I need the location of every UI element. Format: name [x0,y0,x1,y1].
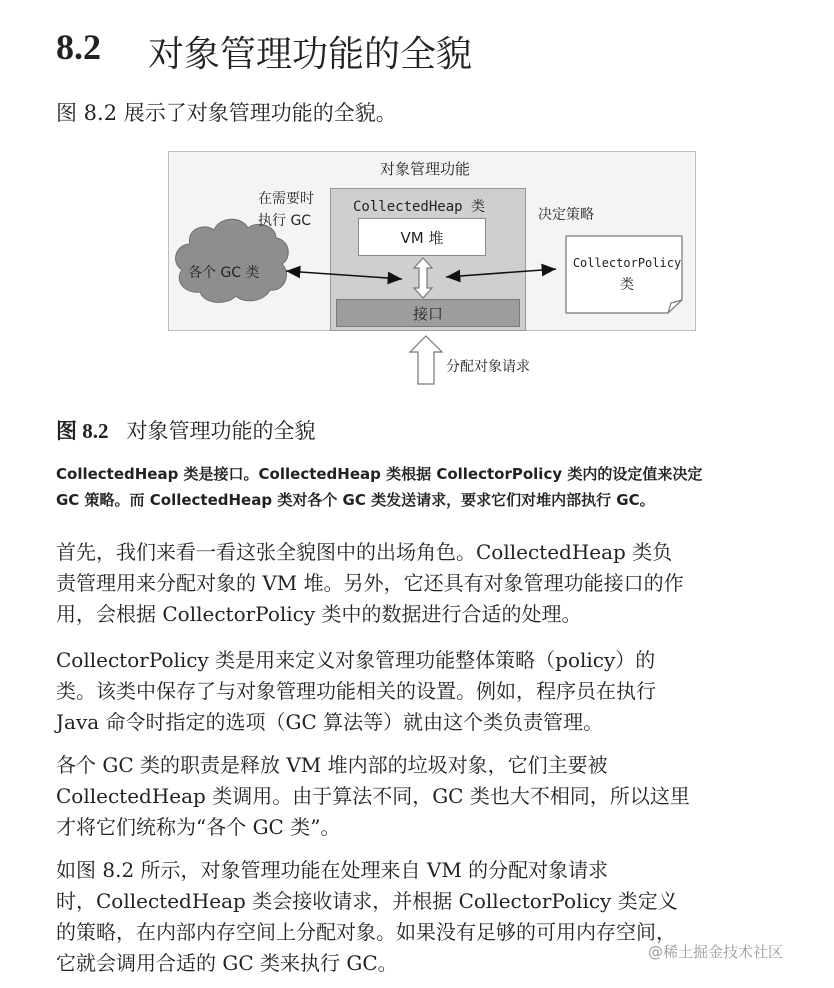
strategy-label: 决定策略 [538,207,594,223]
paragraph-line: 用，会根据 CollectorPolicy 类中的数据进行合适的处理。 [56,602,582,626]
gc-cloud-label: 各个 GC 类 [188,265,260,281]
vm-heap-box: VM 堆 [358,218,486,256]
arrow-vm-interface [414,258,432,298]
paragraph [56,750,816,843]
note-line: CollectedHeap 类是接口。CollectedHeap 类根据 CollectorPolicy 类内的设定值来决定 [56,465,703,483]
paragraph-line: 的策略，在内部内存空间上分配对象。如果没有足够的可用内存空间， [56,920,676,944]
paragraph [56,645,816,738]
caption-text: 对象管理功能的全貌 [126,419,316,443]
section-title: 对象管理功能的全貌 [148,34,473,75]
paragraph-line: CollectorPolicy 类是用来定义对象管理功能整体策略（policy）的 [56,648,656,672]
caption-number: 图 8.2 [56,419,109,443]
alloc-request-label: 分配对象请求 [446,359,530,375]
paragraph-line: 如图 8.2 所示，对象管理功能在处理来自 VM 的分配对象请求 [56,858,609,882]
arrow-cloud-interface [286,271,402,279]
paragraph-line: Java 命令时指定的选项（GC 算法等）就由这个类负责管理。 [56,710,604,734]
arrow-policy-interface [446,269,556,277]
paragraph-line: 才将它们统称为“各个 GC 类”。 [56,815,341,839]
paragraph [56,537,816,630]
run-gc-label: 在需要时 执行 GC [258,191,314,229]
watermark: @稀土掘金技术社区 [648,943,784,961]
collected-heap-label: CollectedHeap 类 [353,199,486,215]
paragraph-line: 时，CollectedHeap 类会接收请求，并根据 CollectorPolicy 类定义 [56,889,678,913]
intro-text: 图 8.2 展示了对象管理功能的全貌。 [56,101,397,125]
note-line: GC 策略。而 CollectedHeap 类对各个 GC 类发送请求，要求它们对堆内部执行 GC。 [56,491,655,509]
paragraph-line: 各个 GC 类的职责是释放 VM 堆内部的垃圾对象，它们主要被 [56,753,608,777]
paragraph-line: 类。该类中保存了与对象管理功能相关的设置。例如，程序员在执行 [56,679,656,703]
section-number: 8.2 [56,27,101,67]
figure-note [56,461,806,513]
figure-graphics [0,0,834,400]
paragraph-line: 它就会调用合适的 GC 类来执行 GC。 [56,951,398,975]
paragraph-line: 首先，我们来看一看这张全貌图中的出场角色。CollectedHeap 类负 [56,540,673,564]
figure-title: 对象管理功能 [380,160,471,178]
figure-caption [56,415,316,445]
collector-policy-label: CollectorPolicy 类 [572,256,682,293]
paragraph-line: CollectedHeap 类调用。由于算法不同，GC 类也大不相同，所以这里 [56,784,690,808]
paragraph-line: 责管理用来分配对象的 VM 堆。另外，它还具有对象管理功能接口的作 [56,571,684,595]
interface-bar: 接口 [336,299,520,327]
alloc-request-arrow [410,336,442,384]
